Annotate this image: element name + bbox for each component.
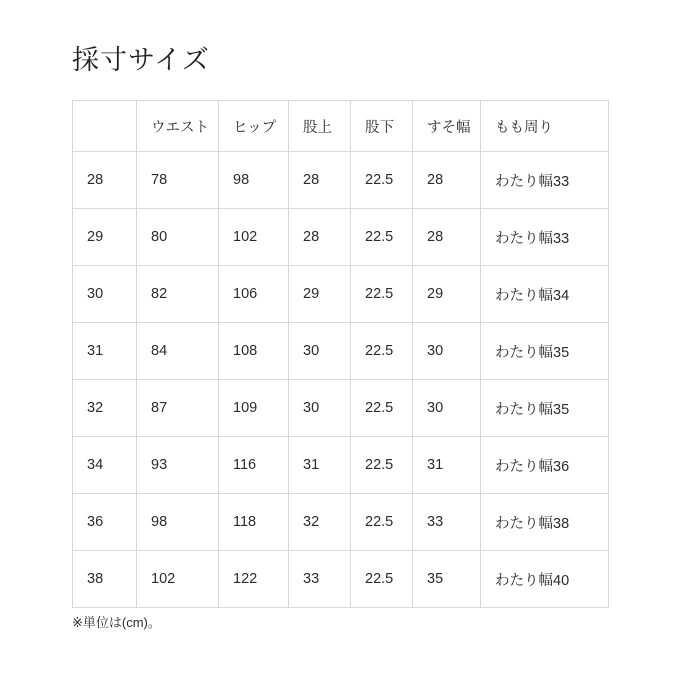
cell-waist: 102 [137,551,219,608]
cell-waist: 84 [137,323,219,380]
table-header [73,101,609,152]
cell-thigh: わたり幅36 [481,437,609,494]
cell-waist: 87 [137,380,219,437]
cell-inseam: 22.5 [351,551,413,608]
cell-size: 34 [73,437,137,494]
cell-size: 30 [73,266,137,323]
cell-hip: 102 [219,209,289,266]
cell-size: 31 [73,323,137,380]
table-row [73,380,609,437]
table-body [73,152,609,608]
cell-size: 38 [73,551,137,608]
cell-waist: 93 [137,437,219,494]
cell-inseam: 22.5 [351,209,413,266]
size-table [72,100,609,608]
cell-thigh: わたり幅34 [481,266,609,323]
cell-hem-width: 28 [413,152,481,209]
cell-rise: 28 [289,152,351,209]
unit-note: ※単位は(cm)。 [72,615,161,630]
cell-waist: 80 [137,209,219,266]
table-row [73,323,609,380]
cell-thigh: わたり幅38 [481,494,609,551]
table-header-cell-hip: ヒップ [219,101,289,152]
table-header-row [73,101,609,152]
cell-hem-width: 28 [413,209,481,266]
cell-rise: 30 [289,323,351,380]
cell-inseam: 22.5 [351,437,413,494]
cell-size: 36 [73,494,137,551]
size-table-container [72,100,608,608]
cell-hip: 118 [219,494,289,551]
cell-rise: 31 [289,437,351,494]
table-row [73,437,609,494]
cell-rise: 30 [289,380,351,437]
cell-inseam: 22.5 [351,323,413,380]
cell-rise: 32 [289,494,351,551]
cell-rise: 33 [289,551,351,608]
cell-waist: 78 [137,152,219,209]
cell-hem-width: 31 [413,437,481,494]
cell-hip: 106 [219,266,289,323]
cell-waist: 82 [137,266,219,323]
page-title: 採寸サイズ [72,45,210,75]
table-row [73,494,609,551]
table-row [73,266,609,323]
table-header-cell-rise: 股上 [289,101,351,152]
cell-inseam: 22.5 [351,494,413,551]
cell-hip: 122 [219,551,289,608]
cell-inseam: 22.5 [351,266,413,323]
cell-waist: 98 [137,494,219,551]
cell-hem-width: 35 [413,551,481,608]
cell-thigh: わたり幅33 [481,209,609,266]
cell-thigh: わたり幅35 [481,380,609,437]
table-row [73,551,609,608]
cell-rise: 29 [289,266,351,323]
cell-size: 29 [73,209,137,266]
table-header-cell-hem-width: すそ幅 [413,101,481,152]
cell-hem-width: 30 [413,380,481,437]
table-row [73,152,609,209]
table-header-cell-inseam: 股下 [351,101,413,152]
cell-thigh: わたり幅33 [481,152,609,209]
cell-rise: 28 [289,209,351,266]
cell-inseam: 22.5 [351,380,413,437]
cell-hip: 108 [219,323,289,380]
cell-hem-width: 33 [413,494,481,551]
table-row [73,209,609,266]
cell-hem-width: 29 [413,266,481,323]
table-header-cell-waist: ウエスト [137,101,219,152]
cell-hip: 109 [219,380,289,437]
cell-thigh: わたり幅35 [481,323,609,380]
cell-hip: 116 [219,437,289,494]
table-header-cell-size [73,101,137,152]
cell-hip: 98 [219,152,289,209]
table-header-cell-thigh: もも周り [481,101,609,152]
cell-size: 32 [73,380,137,437]
cell-thigh: わたり幅40 [481,551,609,608]
cell-size: 28 [73,152,137,209]
cell-inseam: 22.5 [351,152,413,209]
cell-hem-width: 30 [413,323,481,380]
